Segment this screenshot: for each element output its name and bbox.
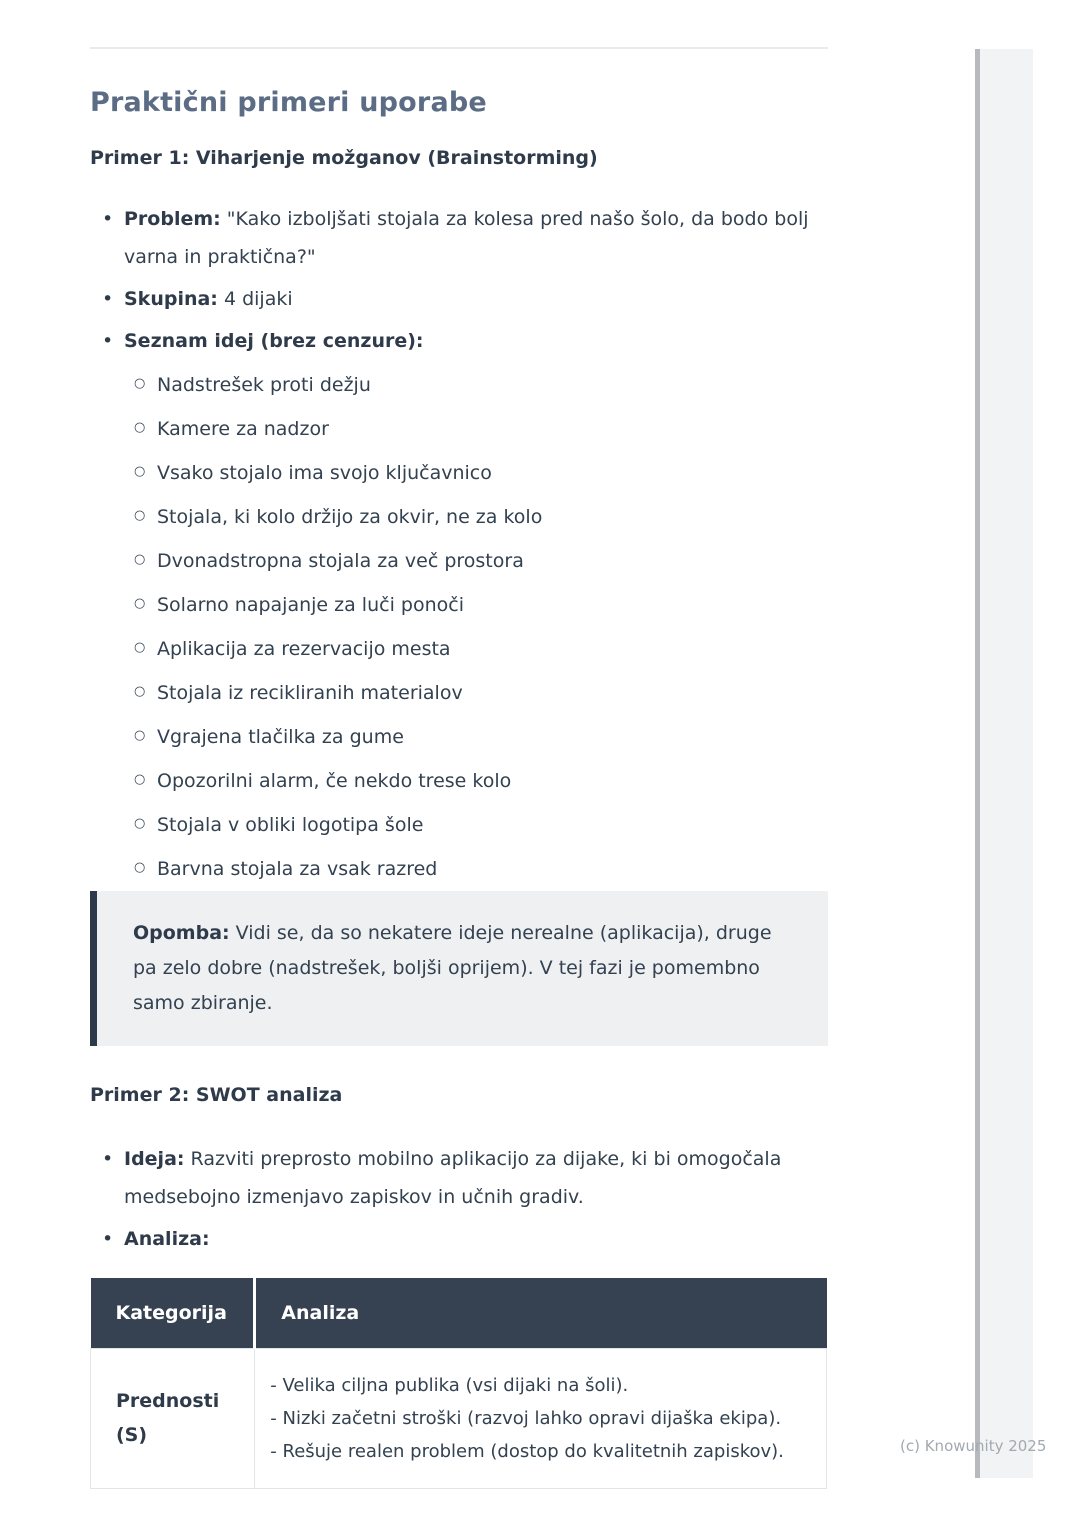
- idea-item: [124, 366, 828, 404]
- table-header-kategorija: Kategorija: [91, 1278, 255, 1348]
- circle-bullet-icon: ○: [134, 640, 146, 655]
- list-item-analiza: [90, 1220, 828, 1258]
- next-page-edge: [975, 49, 1033, 1478]
- table-header-row: [91, 1278, 827, 1348]
- idea-text: Stojala, ki kolo držijo za okvir, ne za kolo: [157, 506, 543, 528]
- ideas-list: [124, 366, 828, 888]
- circle-bullet-icon: ○: [134, 684, 146, 699]
- idea-text: Kamere za nadzor: [157, 418, 329, 440]
- idea-text: Vgrajena tlačilka za gume: [157, 726, 404, 748]
- list-item-problem: [90, 200, 828, 276]
- idea-text: Solarno napajanje za luči ponoči: [157, 594, 464, 616]
- idea-item: [124, 586, 828, 624]
- idea-text: Vsako stojalo ima svojo ključavnico: [157, 462, 492, 484]
- swot-table: [90, 1278, 827, 1489]
- list-item-seznam-idej: [90, 322, 828, 888]
- idea-item: [124, 850, 828, 888]
- bullet-icon: •: [102, 288, 114, 310]
- circle-bullet-icon: ○: [134, 420, 146, 435]
- item-text: "Kako izboljšati stojala za kolesa pred našo šolo, da bodo bolj varna in praktična?": [124, 208, 809, 268]
- item-label: Analiza:: [124, 1228, 210, 1250]
- idea-item: [124, 454, 828, 492]
- idea-item: [124, 410, 828, 448]
- idea-item: [124, 762, 828, 800]
- item-label: Seznam idej (brez cenzure):: [124, 330, 424, 352]
- note-text: Vidi se, da so nekatere ideje nerealne (aplikacija), druge pa zelo dobre (nadstrešek, boljši oprijem). V tej fazi je pomembno samo zbiranje.: [133, 922, 772, 1014]
- idea-item: [124, 542, 828, 580]
- primer-1-list: [90, 200, 828, 888]
- list-item-skupina: [90, 280, 828, 318]
- bullet-icon: •: [102, 208, 114, 230]
- circle-bullet-icon: ○: [134, 376, 146, 391]
- table-cell-analysis: [255, 1348, 827, 1488]
- circle-bullet-icon: ○: [134, 508, 146, 523]
- idea-text: Stojala v obliki logotipa šole: [157, 814, 424, 836]
- circle-bullet-icon: ○: [134, 860, 146, 875]
- list-item-ideja: [90, 1140, 828, 1216]
- analysis-line: - Velika ciljna publika (vsi dijaki na šoli).: [270, 1374, 629, 1396]
- section-heading-primer-1: Primer 1: Viharjenje možganov (Brainstorming): [90, 147, 598, 169]
- item-text: 4 dijaki: [223, 288, 293, 310]
- idea-item: [124, 806, 828, 844]
- circle-bullet-icon: ○: [134, 816, 146, 831]
- bullet-icon: •: [102, 1148, 114, 1170]
- bullet-icon: •: [102, 1228, 114, 1250]
- analysis-line: - Nizki začetni stroški (razvoj lahko opravi dijaška ekipa).: [270, 1407, 782, 1429]
- circle-bullet-icon: ○: [134, 464, 146, 479]
- watermark: (c) Knowunity 2025: [900, 1437, 1047, 1455]
- circle-bullet-icon: ○: [134, 728, 146, 743]
- page-title: Praktični primeri uporabe: [90, 87, 487, 118]
- idea-item: [124, 674, 828, 712]
- item-label: Skupina:: [124, 288, 218, 310]
- item-label: Problem:: [124, 208, 221, 230]
- idea-item: [124, 630, 828, 668]
- idea-item: [124, 718, 828, 756]
- idea-text: Stojala iz recikliranih materialov: [157, 682, 463, 704]
- top-divider: [90, 47, 828, 49]
- table-cell-category: Prednosti (S): [91, 1348, 255, 1488]
- circle-bullet-icon: ○: [134, 596, 146, 611]
- section-heading-primer-2: Primer 2: SWOT analiza: [90, 1084, 343, 1106]
- idea-text: Aplikacija za rezervacijo mesta: [157, 638, 451, 660]
- idea-text: Opozorilni alarm, če nekdo trese kolo: [157, 770, 512, 792]
- table-row: [91, 1348, 827, 1488]
- primer-2-list: [90, 1140, 828, 1258]
- idea-text: Nadstrešek proti dežju: [157, 374, 371, 396]
- bullet-icon: •: [102, 330, 114, 352]
- circle-bullet-icon: ○: [134, 552, 146, 567]
- idea-text: Dvonadstropna stojala za več prostora: [157, 550, 524, 572]
- note-label: Opomba:: [133, 922, 230, 944]
- circle-bullet-icon: ○: [134, 772, 146, 787]
- item-label: Ideja:: [124, 1148, 185, 1170]
- document-page: [90, 0, 828, 1489]
- table-header-analiza: Analiza: [255, 1278, 827, 1348]
- idea-text: Barvna stojala za vsak razred: [157, 858, 438, 880]
- analysis-line: - Rešuje realen problem (dostop do kvalitetnih zapiskov).: [270, 1440, 784, 1462]
- note-callout: [90, 891, 828, 1046]
- idea-item: [124, 498, 828, 536]
- item-text: Razviti preprosto mobilno aplikacijo za dijake, ki bi omogočala medsebojno izmenjavo zapiskov in učnih gradiv.: [124, 1148, 782, 1208]
